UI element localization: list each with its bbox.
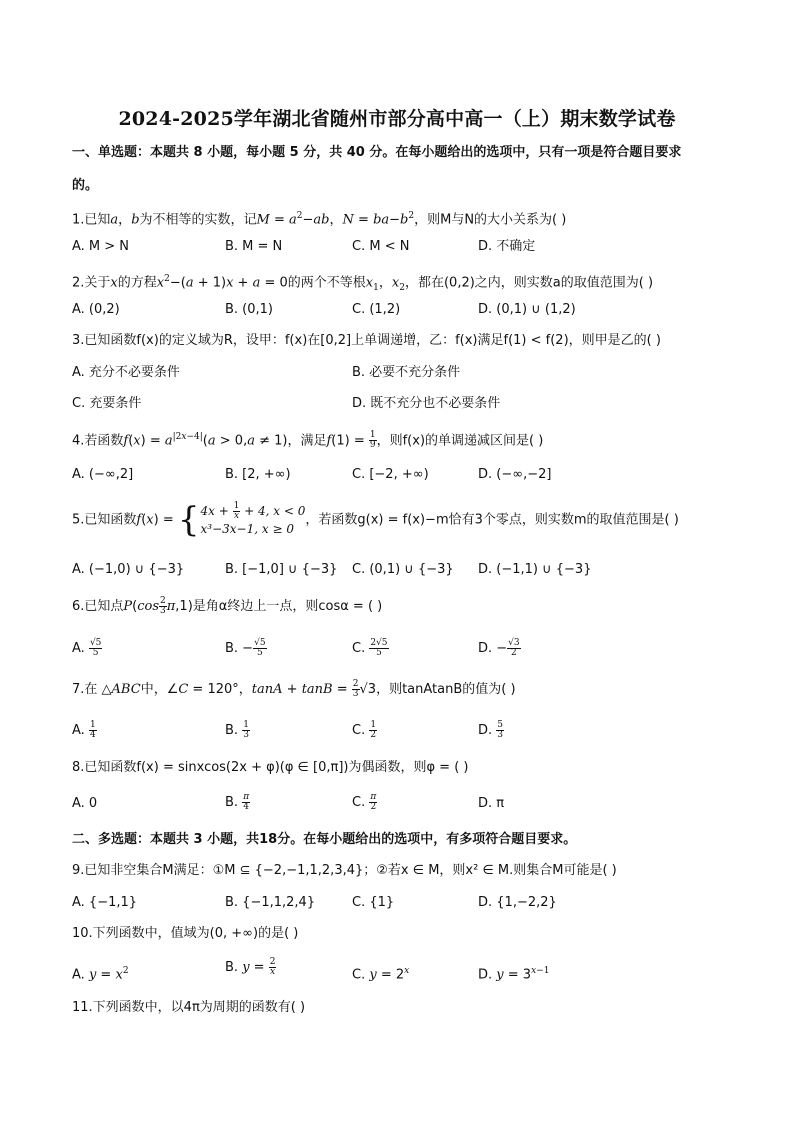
q8-option-c: C. $\frac{\pi}{2}$ (352, 792, 377, 812)
q4-option-a: A. (−∞,2] (72, 467, 134, 482)
q3-option-b: B. 必要不充分条件 (352, 365, 461, 380)
q10-option-a: A. $y = x^2$ (72, 966, 129, 983)
q9-option-c: C. {1} (352, 895, 395, 910)
q9-option-b: B. {−1,1,2,4} (225, 895, 316, 910)
question-4: 4.若函数$f(x) = a^{|2x-4|}(a > 0,a \ne 1)$，满足f(1) = $\frac{1}{9}$ ，则f(x)的单调递减区间是( ) (72, 430, 544, 451)
q4-option-c: C. [−2, +∞) (352, 467, 429, 482)
q5-option-d: D. (−1,1) ∪ {−3} (478, 562, 592, 577)
q5-option-c: C. (0,1) ∪ {−3} (352, 562, 454, 577)
question-11: 11.下列函数中，以4π为周期的函数有( ) (72, 1000, 306, 1015)
question-5: 5.已知函数f(x) = { 4x + $\frac{1}{x}$ + 4, x < 0 x³−3x−1, x ≥ 0 ，若函数g(x) = f(x)−m恰有3个零点，则实数m的取值范围是( ) (72, 500, 679, 540)
question-1: 1.已知a，b为不相等的实数，记$M = a^2-ab$，$N = ba-b^2$，则M与N的大小关系为( ) (72, 211, 567, 228)
q2-option-d: D. (0,1) ∪ (1,2) (478, 302, 576, 317)
section1-heading-line1: 一、单选题：本题共 8 小题，每小题 5 分，共 40 分。在每小题给出的选项中，只有一项是符合题目要求 (72, 145, 682, 160)
q1-option-d: D. 不确定 (478, 239, 536, 254)
question-10: 10.下列函数中，值域为(0, +∞)的是( ) (72, 926, 299, 941)
q9-option-a: A. {−1,1} (72, 895, 138, 910)
question-8: 8.已知函数f(x) = sinxcos(2x + φ)(φ ∈ [0,π])为偶函数，则φ = ( ) (72, 760, 469, 775)
q6-option-c: C. $\frac{2√5}{5}$ (352, 638, 388, 658)
q2-option-b: B. (0,1) (225, 302, 274, 317)
q5-option-b: B. [−1,0] ∪ {−3} (225, 562, 338, 577)
q8-option-a: A. 0 (72, 796, 98, 811)
q10-option-d: D. $y = 3^{x-1}$ (478, 966, 550, 983)
section1-heading-line2: 的。 (72, 178, 99, 193)
q4-option-d: D. (−∞,−2] (478, 467, 552, 482)
q1-option-a: A. M > N (72, 239, 130, 254)
q8-option-d: D. π (478, 796, 505, 811)
q10-option-c: C. $y = 2^x$ (352, 966, 410, 983)
question-9: 9.已知非空集合M满足：①M ⊆ {−2,−1,1,2,3,4}；②若x ∈ M，则x² ∈ M.则集合M可能是( ) (72, 863, 617, 878)
q1-option-b: B. M = N (225, 239, 283, 254)
page-title: 2024-2025学年湖北省随州市部分高中高一（上）期末数学试卷 (118, 108, 676, 130)
q7-option-c: C. $\frac{1}{2}$ (352, 720, 377, 740)
q1-option-c: C. M < N (352, 239, 410, 254)
question-3: 3.已知函数f(x)的定义域为R，设甲：f(x)在[0,2]上单调递增，乙：f(x)满足f(1) < f(2)，则甲是乙的( ) (72, 333, 661, 348)
q7-option-d: D. $\frac{5}{3}$ (478, 720, 504, 740)
q3-option-a: A. 充分不必要条件 (72, 365, 180, 380)
q6-option-b: B. − $\frac{√5}{5}$ (225, 638, 266, 658)
q5-option-a: A. (−1,0) ∪ {−3} (72, 562, 185, 577)
question-2: 2.关于x的方程$x^2-(a + 1)x + a = 0$的两个不等根$x_1$，$x_2$，都在(0,2)之内，则实数a的取值范围为( ) (72, 274, 654, 293)
q6-option-a: A. $\frac{√5}{5}$ (72, 638, 102, 658)
q6-option-d: D. − $\frac{√3}{2}$ (478, 638, 520, 658)
q7-option-a: A. $\frac{1}{4}$ (72, 720, 96, 740)
q3-option-d: D. 既不充分也不必要条件 (352, 396, 501, 411)
question-7: 7.在 △ABC中，∠C = 120°，tanA + tanB = $\frac{2}{3}$ √3，则tanAtanB的值为( ) (72, 679, 516, 699)
q2-option-a: A. (0,2) (72, 302, 120, 317)
q4-option-b: B. [2, +∞) (225, 467, 291, 482)
q9-option-d: D. {1,−2,2} (478, 895, 557, 910)
q3-option-c: C. 充要条件 (72, 396, 142, 411)
q7-option-b: B. $\frac{1}{3}$ (225, 720, 249, 740)
section2-heading: 二、多选题：本题共 3 小题，共18分。在每小题给出的选项中，有多项符合题目要求。 (72, 832, 577, 847)
q10-option-b: B. y = $\frac{2}{x}$ (225, 957, 276, 977)
question-6: 6.已知点P(cos $\frac{2}{3}$ π,1)是角α终边上一点，则cosα = ( ) (72, 596, 383, 616)
q2-option-c: C. (1,2) (352, 302, 401, 317)
q8-option-b: B. $\frac{\pi}{4}$ (225, 792, 250, 812)
